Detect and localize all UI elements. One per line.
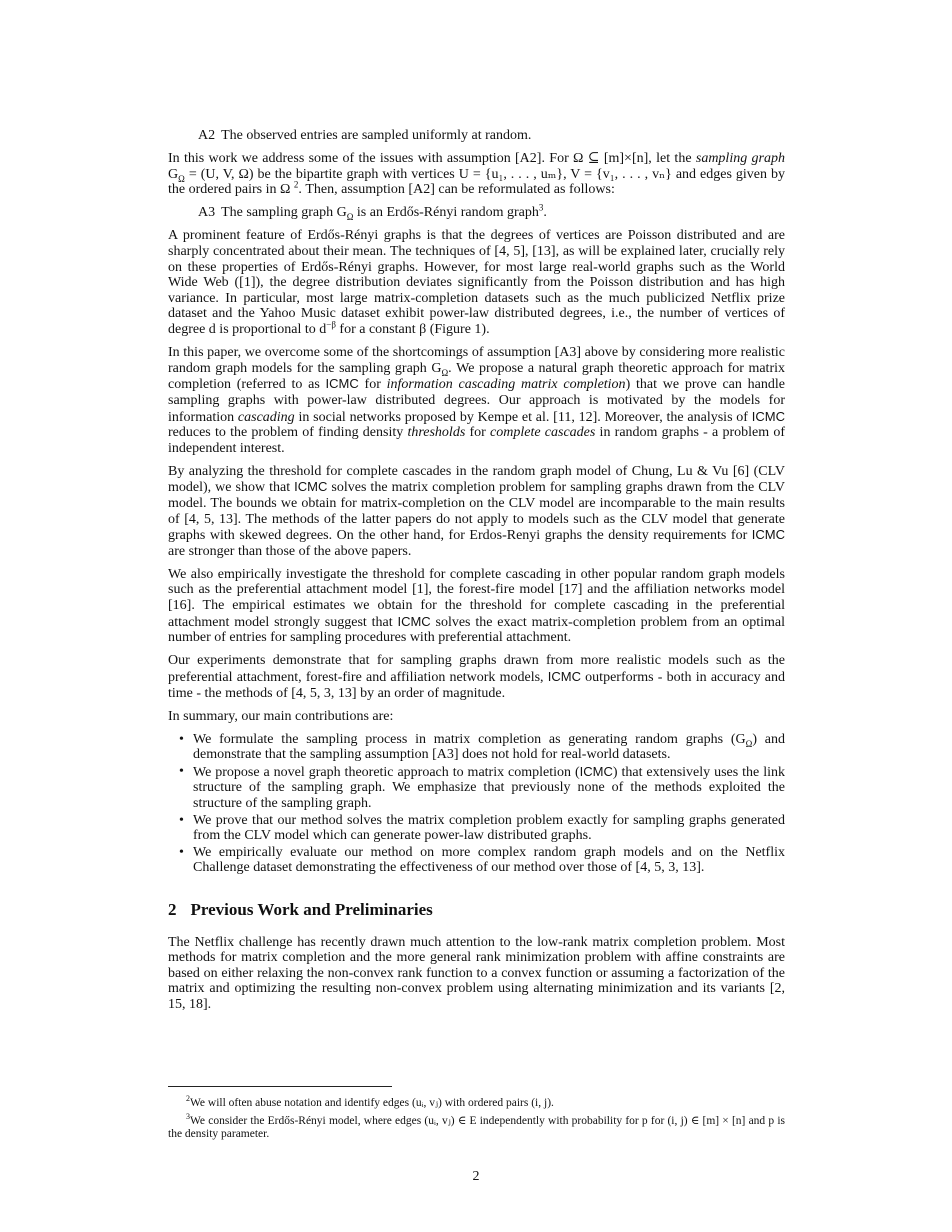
text-run: By analyzing the threshold for complete cascades in the random graph model of Chung, Lu & Vu [6] (CLV model), we show that [168, 463, 785, 496]
text-run: cascading [237, 409, 295, 425]
section-title: Previous Work and Preliminaries [190, 900, 433, 920]
text-run: ICMC [294, 479, 328, 495]
text-run: ICMC [751, 527, 785, 543]
text-run: . Then, assumption [A2] can be reformulated as follows: [298, 182, 615, 198]
list-item [179, 844, 785, 876]
footnote-2 [168, 1092, 785, 1110]
bullet-icon: • [179, 731, 184, 747]
assumption-a2 [198, 128, 785, 144]
text-run: ICMC [751, 408, 785, 424]
text-run: We prove that our method solves the matrix completion problem exactly for sampling graphs generated from the CLV model which can generate power-law distributed graphs. [193, 812, 785, 844]
text-run: ICMC [579, 763, 613, 779]
text-run: ICMC [325, 376, 359, 392]
section-number: 2 [168, 900, 177, 920]
page-number: 2 [472, 1169, 480, 1184]
text-run: ICMC [547, 668, 581, 684]
paragraph [168, 464, 785, 560]
footnote-mark: 2 [186, 1094, 190, 1103]
text-run: = (U, V, Ω) be the bipartite graph with vertices U = {u₁, . . . , uₘ}, V = {v₁, . . . , vₙ} and edges given by the ordered pairs in Ω [168, 166, 785, 198]
text-run: We formulate the sampling process in matrix completion as generating random graphs (G [193, 731, 746, 747]
text-run: ICMC [397, 613, 431, 629]
paragraph [168, 151, 785, 198]
text-run: outperforms - both in accuracy and time - the methods of [4, 5, 3, 13] by an order of magnitude. [168, 669, 785, 701]
text-run: In this work we address some of the issues with assumption [A2]. For Ω ⊆ [m]×[n], let the [168, 151, 696, 167]
text-run: thresholds [407, 425, 466, 441]
text-run: ) and demonstrate that the sampling assumption [A3] does not hold for real-world datasets. [193, 731, 785, 763]
assumption-label: A2 [198, 128, 216, 143]
text-run: Ω [441, 367, 449, 378]
list-item [179, 812, 785, 844]
footnote-text: We will often abuse notation and identify edges (uᵢ, vⱼ) with ordered pairs (i, j). [190, 1096, 554, 1109]
bullet-icon: • [179, 844, 184, 860]
text-run: solves the exact matrix-completion problem from an optimal number of entries for sampling procedures with preferential attachment. [168, 614, 785, 646]
text-run: Ω [745, 738, 753, 749]
text-run: for [358, 377, 387, 393]
text-run: G [168, 166, 179, 182]
footnote-mark: 3 [186, 1111, 190, 1121]
text-run: We propose a novel graph theoretic approach to matrix completion ( [193, 764, 580, 780]
text-run: . [543, 205, 547, 221]
text-run: We also empirically investigate the threshold for complete cascading in other popular random graph models such as the preferential attachment model [1], the forest-fire model [17] and the affiliation networks model [16]. The empirical estimates we obtain for the threshold for complete cascading in the preferential attachment model strongly suggest that [168, 566, 785, 630]
text-run: in random graphs - a problem of independent interest. [168, 425, 786, 456]
text-run: reduces to the problem of finding density [168, 425, 408, 441]
text-run: for a constant β (Figure 1). [335, 322, 490, 338]
text-run: In summary, our main contributions are: [168, 708, 394, 724]
paragraph [168, 567, 785, 646]
text-run: In this paper, we overcome some of the shortcomings of assumption [A3] above by considering more realistic random graph models for the sampling graph G [168, 345, 785, 376]
text-run: is an Erdős-Rényi random graph [353, 205, 539, 221]
text-run: The Netflix challenge has recently drawn much attention to the low-rank matrix completion problem. Most methods for matrix completion and the more general rank minimization problem with affine constraints are based on either relaxing the non-convex rank function to a convex function or assuming a factorization of the matrix and optimizing the resulting non-convex problem using alternating minimization and its variants [2, 15, 18]. [168, 934, 785, 1012]
text-run: solves the matrix completion problem for sampling graphs drawn from the CLV model. The bounds we obtain for matrix-completion on the CLV model are incomparable to the main results of [4, 5, 13]. The methods of the latter papers do not apply to models such as the CLV model that generate graphs with skewed degrees. On the other hand, for Erdos-Renyi graphs the density requirements for [168, 480, 786, 544]
paragraph [168, 935, 785, 1013]
assumption-a3 [198, 202, 785, 223]
text-run: for [465, 425, 491, 441]
text-run: information cascading matrix completion [386, 377, 626, 393]
text-run: Our experiments demonstrate that for sampling graphs drawn from more realistic models such as the preferential attachment, forest-fire and affiliation network models, [168, 653, 785, 685]
text-run: A prominent feature of Erdős-Rényi graphs is that the degrees of vertices are Poisson distributed and are sharply concentrated about their mean. The techniques of [4, 5], [13], as will be explained later, crucially rely on these properties of Erdős-Rényi graphs. However, for most large real-world graphs such as the World Wide Web ([1]), the degree distribution deviates significantly from the Poisson distribution and has high variance. In particular, most large matrix-completion datasets such as the much publicized Netflix prize dataset and the Yahoo Music dataset exhibit power-law distributed degrees, i.e., the number of vertices of degree d is proportional to d [168, 228, 785, 338]
paragraph [168, 709, 785, 725]
section-heading [168, 902, 785, 918]
text-run: . We propose a natural graph theoretic approach for matrix completion (referred to as [168, 360, 785, 393]
text-run: We empirically evaluate our method on more complex random graph models and on the Netflix Challenge dataset demonstrating the effectiveness of our method over those of [4, 5, 3, 13]. [193, 844, 785, 876]
footnotes [168, 1086, 785, 1141]
list-item [179, 763, 785, 812]
text-run: The observed entries are sampled uniformly at random. [221, 128, 532, 143]
text-run: ) that we prove can handle sampling graphs with power-law distributed degrees. Our approach is motivated by the models for information [168, 377, 785, 425]
paragraph [168, 653, 785, 701]
main-text-column [168, 128, 785, 1020]
paragraph [168, 345, 785, 456]
text-run: in social networks proposed by Kempe et al. [11, 12]. Moreover, the analysis of [294, 409, 752, 425]
paragraph [168, 228, 785, 337]
text-run: ) that extensively uses the link structure of the sampling graph. We emphasize that previously none of the methods exploited the structure of the sampling graph. [193, 764, 785, 812]
footnote-text: We consider the Erdős-Rényi model, where edges (uᵢ, vⱼ) ∈ E independently with probability for p for (i, j) ∈ [m] × [n] and p is the density parameter. [168, 1114, 785, 1140]
assumption-label: A3 [198, 205, 216, 221]
bullet-icon: • [179, 812, 184, 828]
footnote-rule [168, 1086, 392, 1087]
text-run: complete cascades [490, 425, 596, 441]
footnote-3 [168, 1110, 785, 1141]
text-run: −β [326, 319, 336, 330]
text-run: sampling graph [695, 151, 785, 167]
text-run: 3 [538, 202, 544, 213]
text-run: are stronger than those of the above papers. [168, 543, 412, 559]
text-run: Ω [178, 173, 185, 184]
list-item [179, 731, 785, 763]
text-run: Ω [346, 212, 354, 223]
bullet-icon: • [179, 763, 184, 779]
contributions-list [168, 732, 785, 876]
text-run: 2 [293, 179, 299, 190]
text-run: The sampling graph G [221, 205, 347, 221]
